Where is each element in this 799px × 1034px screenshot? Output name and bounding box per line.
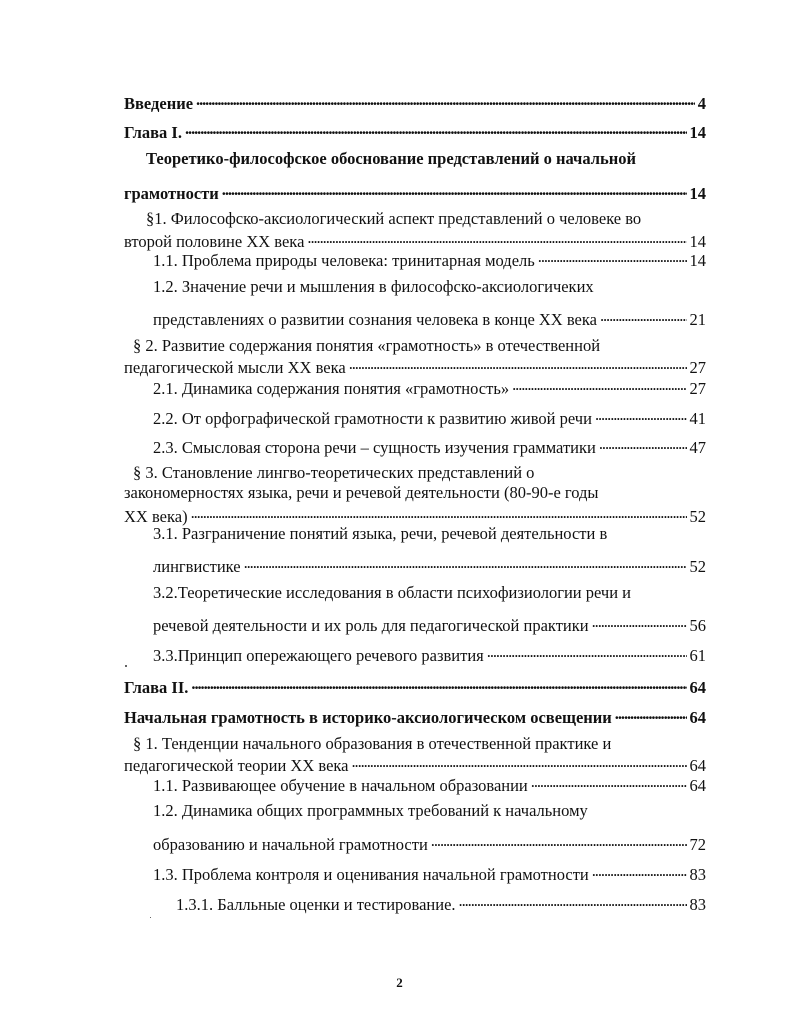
toc-entry-chapter-2-title: Начальная грамотность в историко-аксиологическом освещении . . . 64 <box>124 704 706 727</box>
toc-entry-2-2: 2.2. От орфографической грамотности к развитию живой речи . . . 41 <box>153 405 706 428</box>
toc-entry-ch2-1-3: 1.3. Проблема контроля и оценивания начальной грамотности . . . 83 <box>153 861 706 884</box>
toc-entry-chapter-1: Глава I. . . . 14 <box>124 119 706 142</box>
section-3-line1: § 3. Становление лингво-теоретических представлений о <box>133 463 535 482</box>
toc-entry-ch2-1-1: 1.1. Развивающее обучение в начальном образовании . . . 64 <box>153 772 706 795</box>
toc-entry-3-1: лингвистике . . . 52 <box>153 553 706 576</box>
toc-entry-2-1: 2.1. Динамика содержания понятия «грамотность» . . . 27 <box>153 375 706 398</box>
dot-leader <box>592 612 687 631</box>
dot-leader <box>615 704 687 723</box>
toc-entry-1-1: 1.1. Проблема природы человека: тринитарная модель . . . 14 <box>153 247 706 270</box>
dot-leader <box>599 434 687 453</box>
dot-leader <box>595 405 687 424</box>
dot-leader <box>349 354 687 373</box>
toc-entry-intro: Введение . . . 4 <box>124 90 706 113</box>
section-1-line1: §1. Философско-аксиологический аспект представлений о человеке во <box>146 209 642 228</box>
dot-leader <box>185 119 687 138</box>
toc-entry-ch2-section-1: педагогической теории XX века . . . 64 <box>124 752 706 775</box>
dot-leader <box>191 674 686 693</box>
dot-leader <box>459 891 687 910</box>
ch2-section-1-line1: § 1. Тенденции начального образования в отечественной практике и <box>133 734 612 753</box>
toc-entry-section-2: педагогической мысли XX века . . . 27 <box>124 354 706 377</box>
dot-leader <box>600 306 687 325</box>
dot-leader <box>191 503 687 522</box>
dot-leader <box>244 553 687 572</box>
toc-entry-2-3: 2.3. Смысловая сторона речи – сущность изучения грамматики . . . 47 <box>153 434 706 457</box>
dot-leader <box>531 772 687 791</box>
dot-leader <box>222 180 687 199</box>
section-3-line2: закономерностях языка, речи и речевой деятельности (80-90-е годы <box>124 483 599 502</box>
subsection-3-1-line1: 3.1. Разграничение понятий языка, речи, речевой деятельности в <box>153 524 608 543</box>
scan-speck <box>125 665 127 667</box>
toc-entry-section-1: второй половине XX века . . . 14 <box>124 228 706 251</box>
toc-entry-3-3: 3.3.Принцип опережающего речевого развития . . . 61 <box>153 642 706 665</box>
dot-leader <box>307 228 686 247</box>
dot-leader <box>538 247 687 266</box>
dot-leader <box>592 861 687 880</box>
dot-leader <box>512 375 686 394</box>
toc-entry-section-3: XX века) . . . 52 <box>124 503 706 526</box>
section-2-line1: § 2. Развитие содержания понятия «грамотность» в отечественной <box>133 336 601 355</box>
subsection-1-2-line1: 1.2. Значение речи и мышления в философско-аксиологичеких <box>153 277 594 296</box>
dot-leader <box>431 831 687 850</box>
dot-leader <box>196 90 695 109</box>
dot-leader <box>351 752 686 771</box>
page-number: 2 <box>396 975 403 990</box>
toc-entry-ch2-1-3-1: 1.3.1. Балльные оценки и тестирование. . . . 83 <box>176 891 706 914</box>
ch2-subsection-1-2-line1: 1.2. Динамика общих программных требований к начальному <box>153 801 588 820</box>
toc-entry-1-2: представлениях о развитии сознания человека в конце XX века . . . 21 <box>153 306 706 329</box>
dot-leader <box>487 642 687 661</box>
toc-entry-3-2: речевой деятельности и их роль для педагогической практики . . . 56 <box>153 612 706 635</box>
toc-entry-ch2-1-2: образованию и начальной грамотности . . . 72 <box>153 831 706 854</box>
chapter-1-title-line1: Теоретико-философское обоснование представлений о начальной <box>146 149 637 168</box>
subsection-3-2-line1: 3.2.Теоретические исследования в области психофизиологии речи и <box>153 583 632 602</box>
toc-entry-chapter-2: Глава II. . . . 64 <box>124 674 706 697</box>
scan-speck <box>150 917 151 918</box>
toc-entry-chapter-1-title: грамотности . . . 14 <box>124 180 706 203</box>
